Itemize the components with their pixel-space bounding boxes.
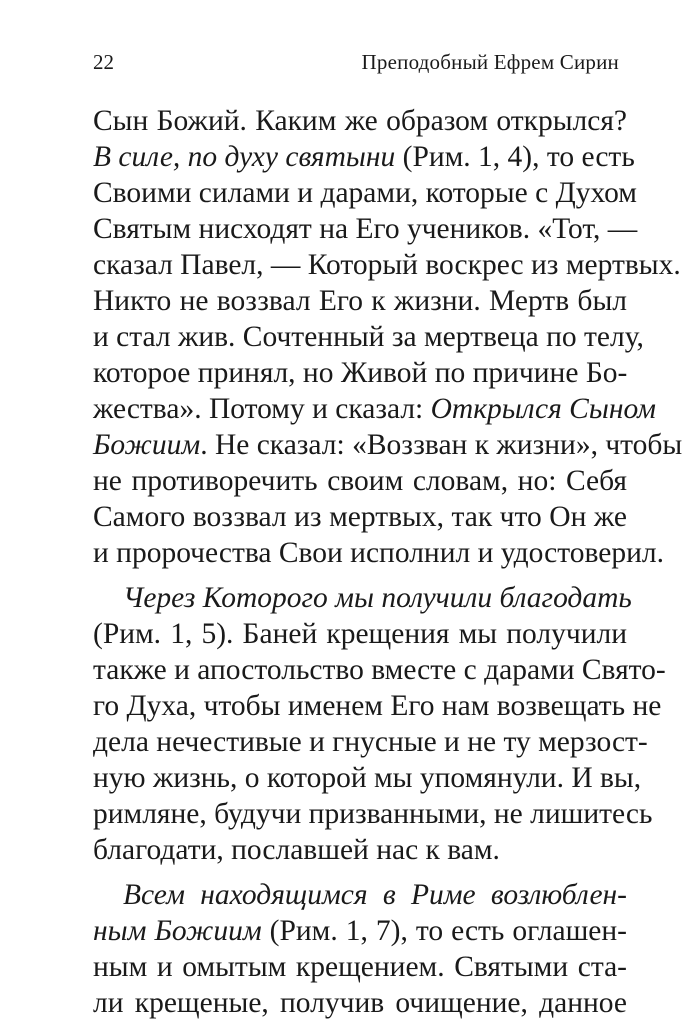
text-span: Святым нисходят на Его учеников. «Тот, — <box>93 213 638 245</box>
text-line <box>93 580 632 616</box>
text-span: жества». Потому и сказал: <box>93 393 431 425</box>
text-line <box>93 832 627 868</box>
text-line <box>93 247 681 283</box>
text-span: сказал Павел, — Который воскрес из мертвых. <box>93 249 681 281</box>
text-span: благодати, пославшей нас к вам. <box>93 834 500 866</box>
text-line <box>93 355 627 391</box>
text-line <box>93 913 627 949</box>
text-line <box>93 211 638 247</box>
text-line <box>93 391 656 427</box>
text-span: ли крещеные, получив очищение, данное <box>93 987 627 1019</box>
text-span: римляне, будучи призванными, не лишитесь <box>93 798 653 830</box>
text-line <box>93 949 627 985</box>
body-text <box>93 103 683 1021</box>
text-span: Самого воззвал из мертвых, так что Он же <box>93 501 627 533</box>
text-line <box>93 877 627 913</box>
text-line <box>93 535 664 571</box>
text-span: и пророчества Свои исполнил и удостоверил. <box>93 537 664 569</box>
text-line <box>93 175 637 211</box>
text-span: и стал жив. Сочтенный за мертвеца по телу, <box>93 321 644 353</box>
text-line <box>93 103 627 139</box>
text-line <box>93 760 642 796</box>
text-span: также и апостольство вместе с дарами Свято- <box>93 654 666 686</box>
text-line <box>93 724 648 760</box>
text-span: дела нечестивые и гнусные и не ту мерзост- <box>93 726 648 758</box>
text-span: не противоречить своим словам, но: Себя <box>93 465 627 497</box>
text-span: ную жизнь, о которой мы упомянули. И вы, <box>93 762 642 794</box>
text-line <box>93 319 644 355</box>
text-line <box>93 499 627 535</box>
text-span: ным и омытым крещением. Святыми ста- <box>93 951 627 983</box>
italic-quote: ным Божиим <box>93 915 262 947</box>
text-span: которое принял, но Живой по причине Бо- <box>93 357 628 389</box>
text-line <box>93 139 635 175</box>
text-span: Своими силами и дарами, которые с Духом <box>93 177 637 209</box>
text-line <box>93 985 627 1021</box>
text-line <box>93 427 683 463</box>
page-number: 22 <box>93 50 114 74</box>
running-header <box>93 48 619 76</box>
italic-quote: Открылся Сыном <box>430 393 656 425</box>
text-line <box>93 652 666 688</box>
text-span: . Не сказал: «Воззван к жизни», чтобы <box>200 429 683 461</box>
text-span: Никто не воззвал Его к жизни. Мертв был <box>93 285 627 317</box>
text-line <box>93 463 627 499</box>
running-title: Преподобный Ефрем Сирин <box>361 50 619 74</box>
text-line <box>93 688 662 724</box>
italic-quote: Через Которого мы получили благодать <box>123 582 632 614</box>
text-span: (Рим. 1, 4), то есть <box>395 141 635 173</box>
text-span: го Духа, чтобы именем Его нам возвещать не <box>93 690 662 722</box>
text-span: (Рим. 1, 5). Баней крещения мы получили <box>93 618 627 650</box>
text-span: Сын Божий. Каким же образом открылся? <box>93 105 627 137</box>
italic-quote: Божиим <box>93 429 201 461</box>
text-line <box>93 796 653 832</box>
text-line <box>93 283 627 319</box>
italic-quote: Всем находящимся в Риме возлюблен- <box>123 879 627 911</box>
text-span: (Рим. 1, 7), то есть оглашен- <box>261 915 627 947</box>
text-line <box>93 616 627 652</box>
italic-quote: В силе, по духу святыни <box>93 141 396 173</box>
